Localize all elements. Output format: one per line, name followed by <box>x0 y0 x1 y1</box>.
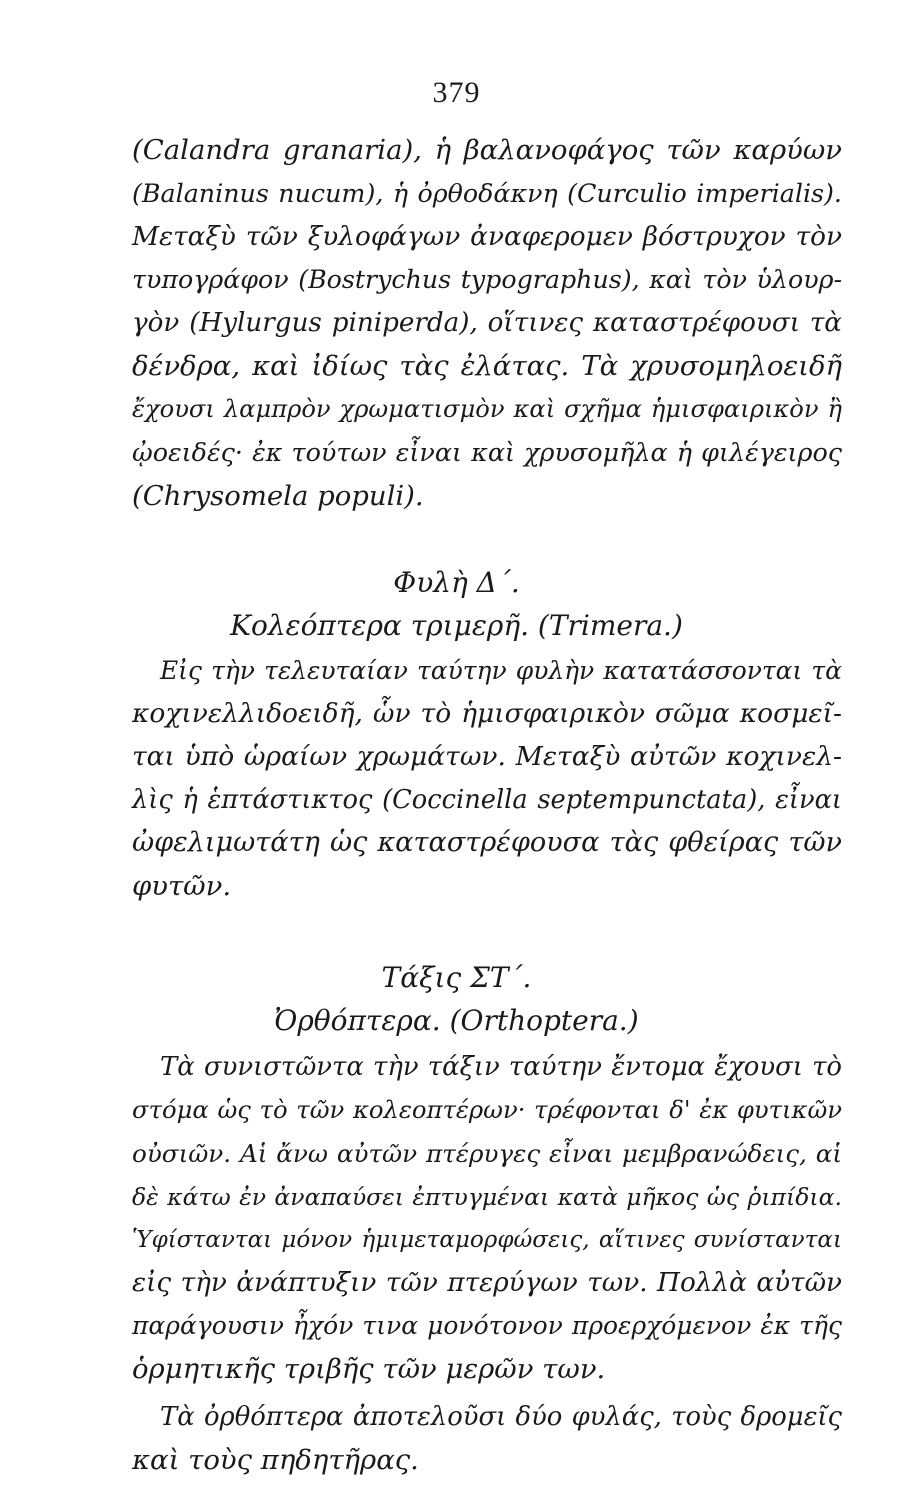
text-line: καὶ τοὺς πηδητῆρας. <box>132 1444 419 1476</box>
text-line: παράγουσιν ἦχόν τινα μονότονον προερχόμενον ἐκ τῆς <box>132 1310 842 1340</box>
text-line: δὲ κάτω ἐν ἀναπαύσει ἐπτυγμέναι κατὰ μῆκος ὡς ῥιπίδια. <box>132 1182 842 1211</box>
text-line: κοχινελλιδοειδῆ, ὧν τὸ ἡμισφαιρικὸν σῶμα κοσμεῖ- <box>132 698 842 730</box>
text-line: στόμα ὡς τὸ τῶν κολεοπτέρων· τρέφονται δ' ἐκ φυτικῶν <box>132 1094 842 1124</box>
text-line: τυπογράφον (Bostrychus typographus), καὶ τὸν ὑλουρ- <box>132 264 842 294</box>
text-line: (Balaninus nucum), ἡ ὀρθοδάκνη (Curculio imperialis). <box>132 177 842 208</box>
text-line: λὶς ἡ ἑπτάστικτος (Coccinella septempunctata), εἶναι <box>132 785 842 816</box>
text-line: ται ὑπὸ ὡραίων χρωμάτων. Μεταξὺ αὐτῶν κοχινελ- <box>132 741 842 773</box>
text-line: (Chrysomela populi). <box>132 479 424 512</box>
section-heading-taxis-st: Τάξις ΣΤ΄. <box>381 960 532 994</box>
text-line: εἰς τὴν ἀνάπτυξιν τῶν πτερύγων των. Πολλὰ αὐτῶν <box>132 1267 842 1298</box>
text-line: ὠφελιμωτάτη ὡς καταστρέφουσα τὰς φθείρας τῶν <box>132 827 842 859</box>
section-heading-phyle-d: Φυλὴ Δ΄. <box>393 565 520 599</box>
text-line: Τὰ συνιστῶντα τὴν τάξιν ταύτην ἔντομα ἔχουσι τὸ <box>160 1051 842 1082</box>
section-subheading-orthoptera: Ὀρθόπτερα. (Orthoptera.) <box>274 1003 639 1037</box>
section-subheading-trimera: Κολεόπτερα τριμερῆ. (Trimera.) <box>230 608 683 642</box>
text-line: δένδρα, καὶ ἰδίως τὰς ἐλάτας. Τὰ χρυσομηλοειδῆ <box>132 349 842 382</box>
text-line: φυτῶν. <box>132 870 232 903</box>
text-line: ᾠοειδές· ἐκ τούτων εἶναι καὶ χρυσομῆλα ἡ φιλέγειρος <box>132 436 842 467</box>
text-line: Εἰς τὴν τελευταίαν ταύτην φυλὴν κατατάσσονται τὰ <box>160 656 842 686</box>
text-line: ὁρμητικῆς τριβῆς τῶν μερῶν των. <box>132 1352 606 1385</box>
text-line: γὸν (Hylurgus piniperda), οἵτινες καταστρέφουσι τὰ <box>132 307 842 338</box>
text-line: Μεταξὺ τῶν ξυλοφάγων ἀναφερομεν βόστρυχον τὸν <box>132 221 842 252</box>
text-line: Τὰ ὀρθόπτερα ἀποτελοῦσι δύο φυλάς, τοὺς δρομεῖς <box>160 1402 842 1432</box>
text-line: οὐσιῶν. Αἱ ἄνω αὐτῶν πτέρυγες εἶναι μεμβρανώδεις, αἱ <box>132 1138 842 1168</box>
text-line: ἔχουσι λαμπρὸν χρωματισμὸν καὶ σχῆμα ἡμισφαιρικὸν ἢ <box>132 394 842 423</box>
text-line: (Calandra granaria), ἡ βαλανοφάγος τῶν καρύων <box>132 134 842 166</box>
text-line: Ὑφίστανται μόνον ἡμιμεταμορφώσεις, αἵτινες συνίστανται <box>132 1226 842 1253</box>
page-number: 379 <box>432 76 481 109</box>
